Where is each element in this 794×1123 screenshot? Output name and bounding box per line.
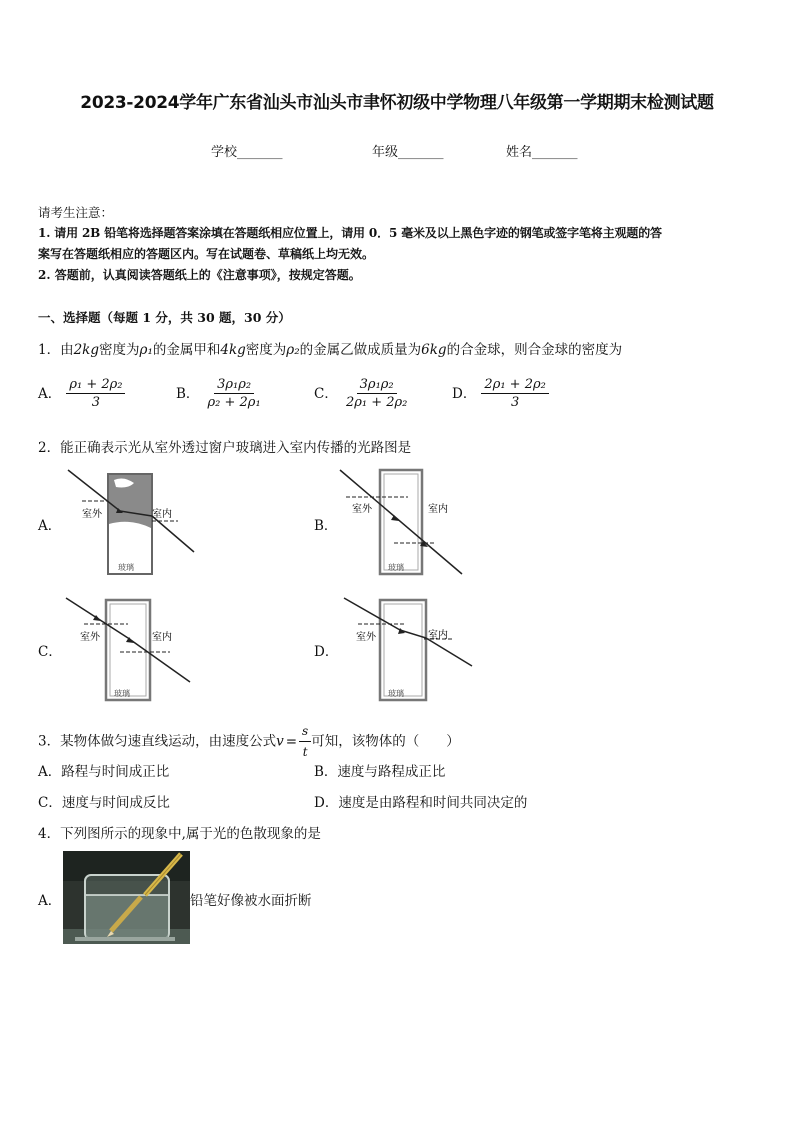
question-1 [38, 338, 622, 358]
q1-option-c [314, 377, 410, 410]
q2-diagram-d [336, 594, 476, 706]
q1-text-1: 密度为 [99, 342, 140, 358]
q1-option-c-numerator: 3ρ₁ρ₂ [357, 377, 397, 394]
q2-option-b-label: B． [314, 518, 338, 534]
q1-text-4: 的金属乙做成质量为 [299, 342, 422, 358]
school-label: 学校 [211, 145, 238, 160]
q1-option-d-numerator: 2ρ₁ + 2ρ₂ [481, 377, 548, 394]
q3-formula-fraction [299, 722, 311, 761]
q1-text-2: 的金属甲和 [152, 342, 221, 358]
q2-diagram-b [336, 466, 476, 578]
q2d-glass-label: 玻璃 [388, 689, 404, 698]
q2-option-c-label: C． [38, 644, 62, 660]
q2b-glass-label: 玻璃 [388, 563, 404, 572]
q3-option-b: B．速度与路程成正比 [314, 764, 446, 780]
q1-mass-2: 4kg [220, 342, 246, 358]
q2d-indoor-label: 室内 [428, 630, 448, 641]
q1-option-d-fraction [481, 377, 548, 410]
q1-mass-3: 6kg [421, 342, 447, 358]
q1-option-d-label: D． [452, 386, 477, 402]
grade-field [372, 141, 444, 160]
school-blank: _______ [237, 145, 283, 160]
name-field [506, 141, 578, 160]
q2-diagram-a [60, 466, 200, 578]
q2-option-a-label: A． [38, 518, 62, 534]
q1-option-a-label: A． [38, 386, 62, 402]
question-4: 4．下列图所示的现象中,属于光的色散现象的是 [38, 826, 321, 842]
q3-option-a: A．路程与时间成正比 [38, 764, 170, 780]
q1-mass-1: 2kg [73, 342, 100, 358]
grade-label: 年级 [372, 145, 399, 160]
q1-text-3: 密度为 [245, 342, 287, 358]
q1-option-b-denominator: ρ₂ + 2ρ₁ [207, 395, 261, 410]
q1-option-a-denominator: 3 [91, 395, 101, 410]
q3-s: s [299, 722, 311, 742]
q4-option-a-text: 铅笔好像被水面折断 [190, 893, 312, 909]
q3-suffix: 可知，该物体的（ ） [311, 733, 460, 750]
q1-option-b [176, 377, 264, 410]
q1-option-d [452, 377, 549, 410]
q1-option-c-fraction [343, 377, 410, 410]
q2-option-d-label: D． [314, 644, 339, 660]
q1-rho-2: ρ₂ [286, 342, 300, 358]
q1-text-5: 的合金球，则合金球的密度为 [446, 342, 623, 358]
q1-option-b-numerator: 3ρ₁ρ₂ [214, 377, 254, 394]
notice-heading: 请考生注意： [38, 205, 114, 220]
q1-option-a-numerator: ρ₁ + 2ρ₂ [66, 377, 125, 394]
q2a-outdoor-label: 室外 [82, 509, 102, 520]
q2a-glass-label: 玻璃 [118, 563, 134, 572]
q1-option-a [38, 377, 125, 410]
q3-t: t [302, 745, 308, 759]
q1-option-d-denominator: 3 [510, 395, 520, 410]
notice-line-1a: 1. 请用 2B 铅笔将选择题答案涂填在答题纸相应位置上，请用 0．5 毫米及以上黑色字迹的钢笔或签字笔将主观题的答 [38, 226, 662, 240]
q3-eq: = [285, 733, 298, 750]
name-label: 姓名 [506, 145, 533, 160]
name-blank: _______ [532, 145, 578, 160]
q2a-indoor-label: 室内 [152, 509, 172, 520]
q2c-outdoor-label: 室外 [80, 632, 100, 643]
q2d-outdoor-label: 室外 [356, 632, 376, 643]
q2b-outdoor-label: 室外 [352, 504, 372, 515]
notice-line-1b: 案写在答题纸相应的答题区内。写在试题卷、草稿纸上均无效。 [38, 247, 375, 261]
q3-v: v [276, 733, 284, 750]
school-field [211, 141, 283, 160]
q1-option-c-label: C． [314, 386, 338, 402]
q1-prefix: 1．由 [38, 342, 74, 358]
q3-option-c: C．速度与时间成反比 [38, 795, 170, 811]
q4-option-a-label: A． [38, 893, 62, 909]
section-heading: 一、选择题（每题 1 分，共 30 题，30 分） [38, 310, 291, 325]
q2c-indoor-label: 室内 [152, 632, 172, 643]
q1-option-c-denominator: 2ρ₁ + 2ρ₂ [345, 395, 408, 410]
pencil-in-water-photo [63, 851, 190, 944]
q2c-glass-label: 玻璃 [114, 689, 130, 698]
q1-rho-1: ρ₁ [139, 342, 153, 358]
q1-option-b-fraction [205, 377, 264, 410]
q1-option-a-fraction [66, 377, 125, 410]
question-2: 2．能正确表示光从室外透过窗户玻璃进入室内传播的光路图是 [38, 440, 412, 456]
q2-diagram-c [60, 594, 200, 706]
notice-line-2: 2. 答题前，认真阅读答题纸上的《注意事项》，按规定答题。 [38, 268, 361, 282]
q2b-indoor-label: 室内 [428, 504, 448, 515]
q3-option-d: D．速度是由路程和时间共同决定的 [314, 795, 528, 811]
grade-blank: _______ [398, 145, 444, 160]
q1-option-b-label: B． [176, 386, 200, 402]
question-3 [38, 722, 460, 761]
page-title: 2023-2024学年广东省汕头市汕头市聿怀初级中学物理八年级第一学期期末检测试题 [80, 93, 714, 113]
q3-prefix: 3．某物体做匀速直线运动，由速度公式 [38, 733, 277, 750]
